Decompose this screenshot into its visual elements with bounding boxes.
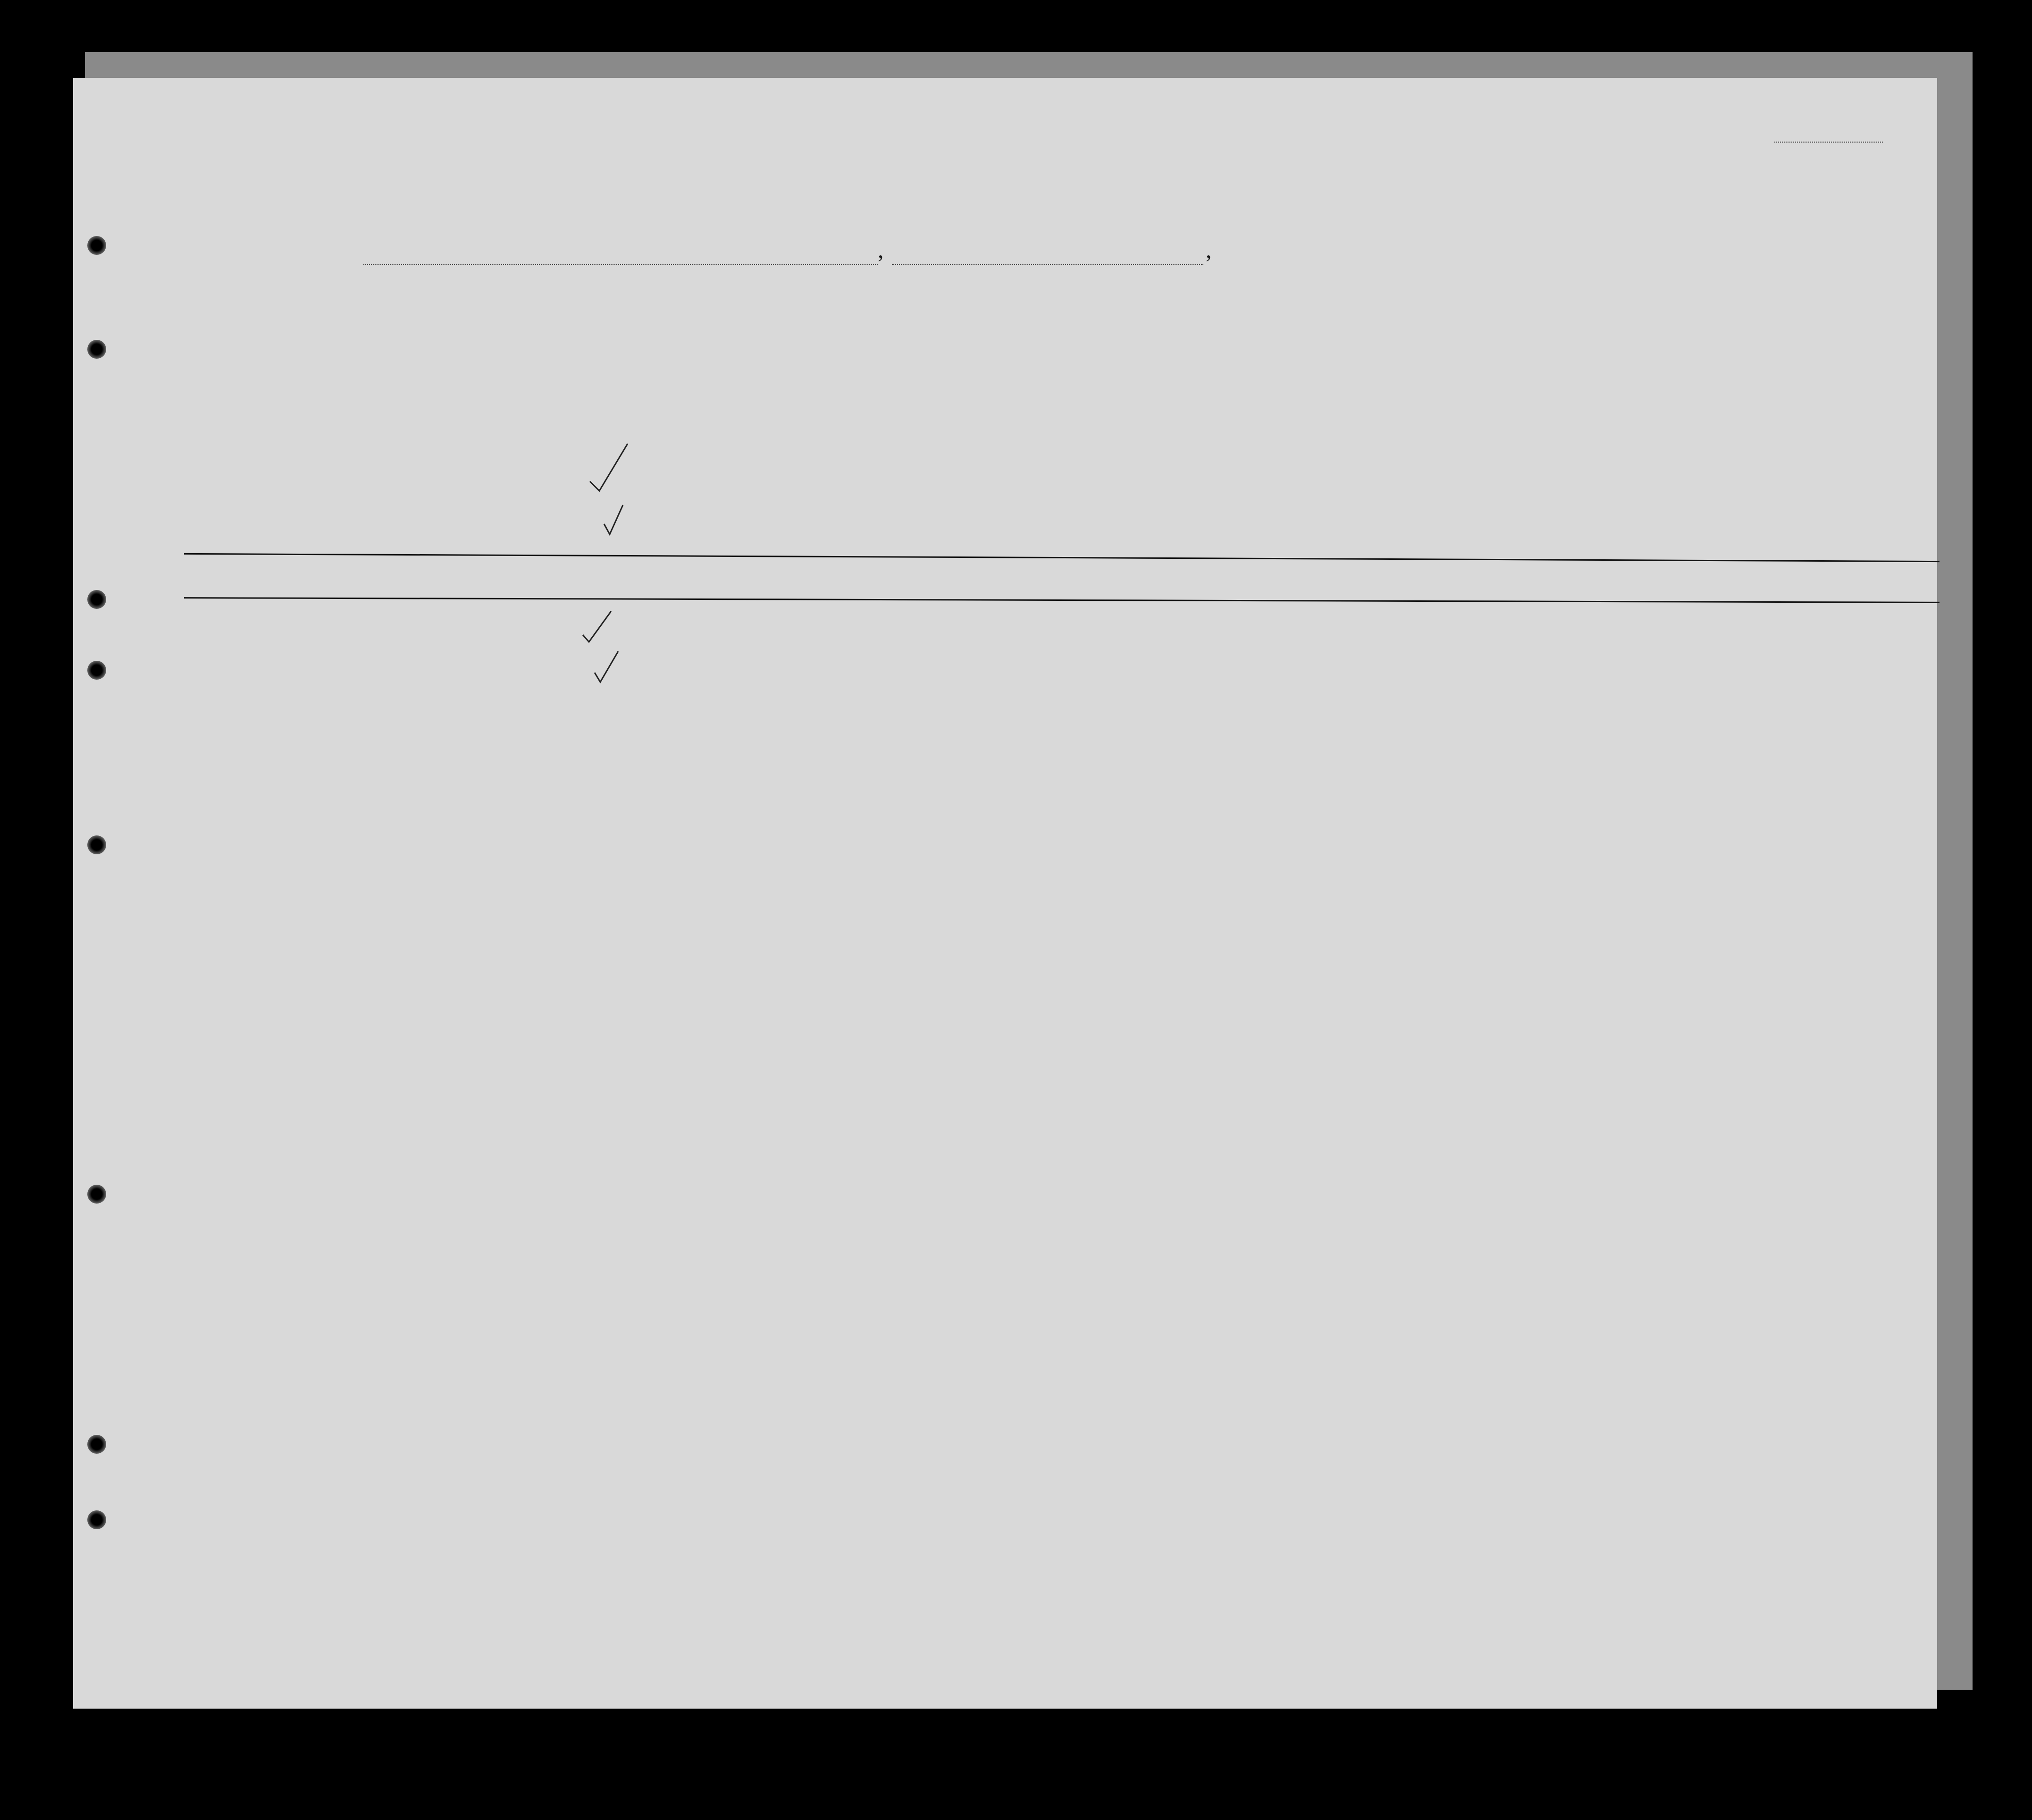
binder-hole	[87, 1185, 106, 1204]
manifest-sheet	[73, 78, 1937, 1709]
binder-hole	[87, 1510, 106, 1529]
binder-hole	[87, 835, 106, 854]
binder-hole	[87, 590, 106, 609]
binder-hole	[87, 1435, 106, 1454]
binder-hole	[87, 340, 106, 359]
binder-hole	[87, 236, 106, 255]
binder-hole	[87, 661, 106, 680]
check-marks	[557, 425, 637, 689]
